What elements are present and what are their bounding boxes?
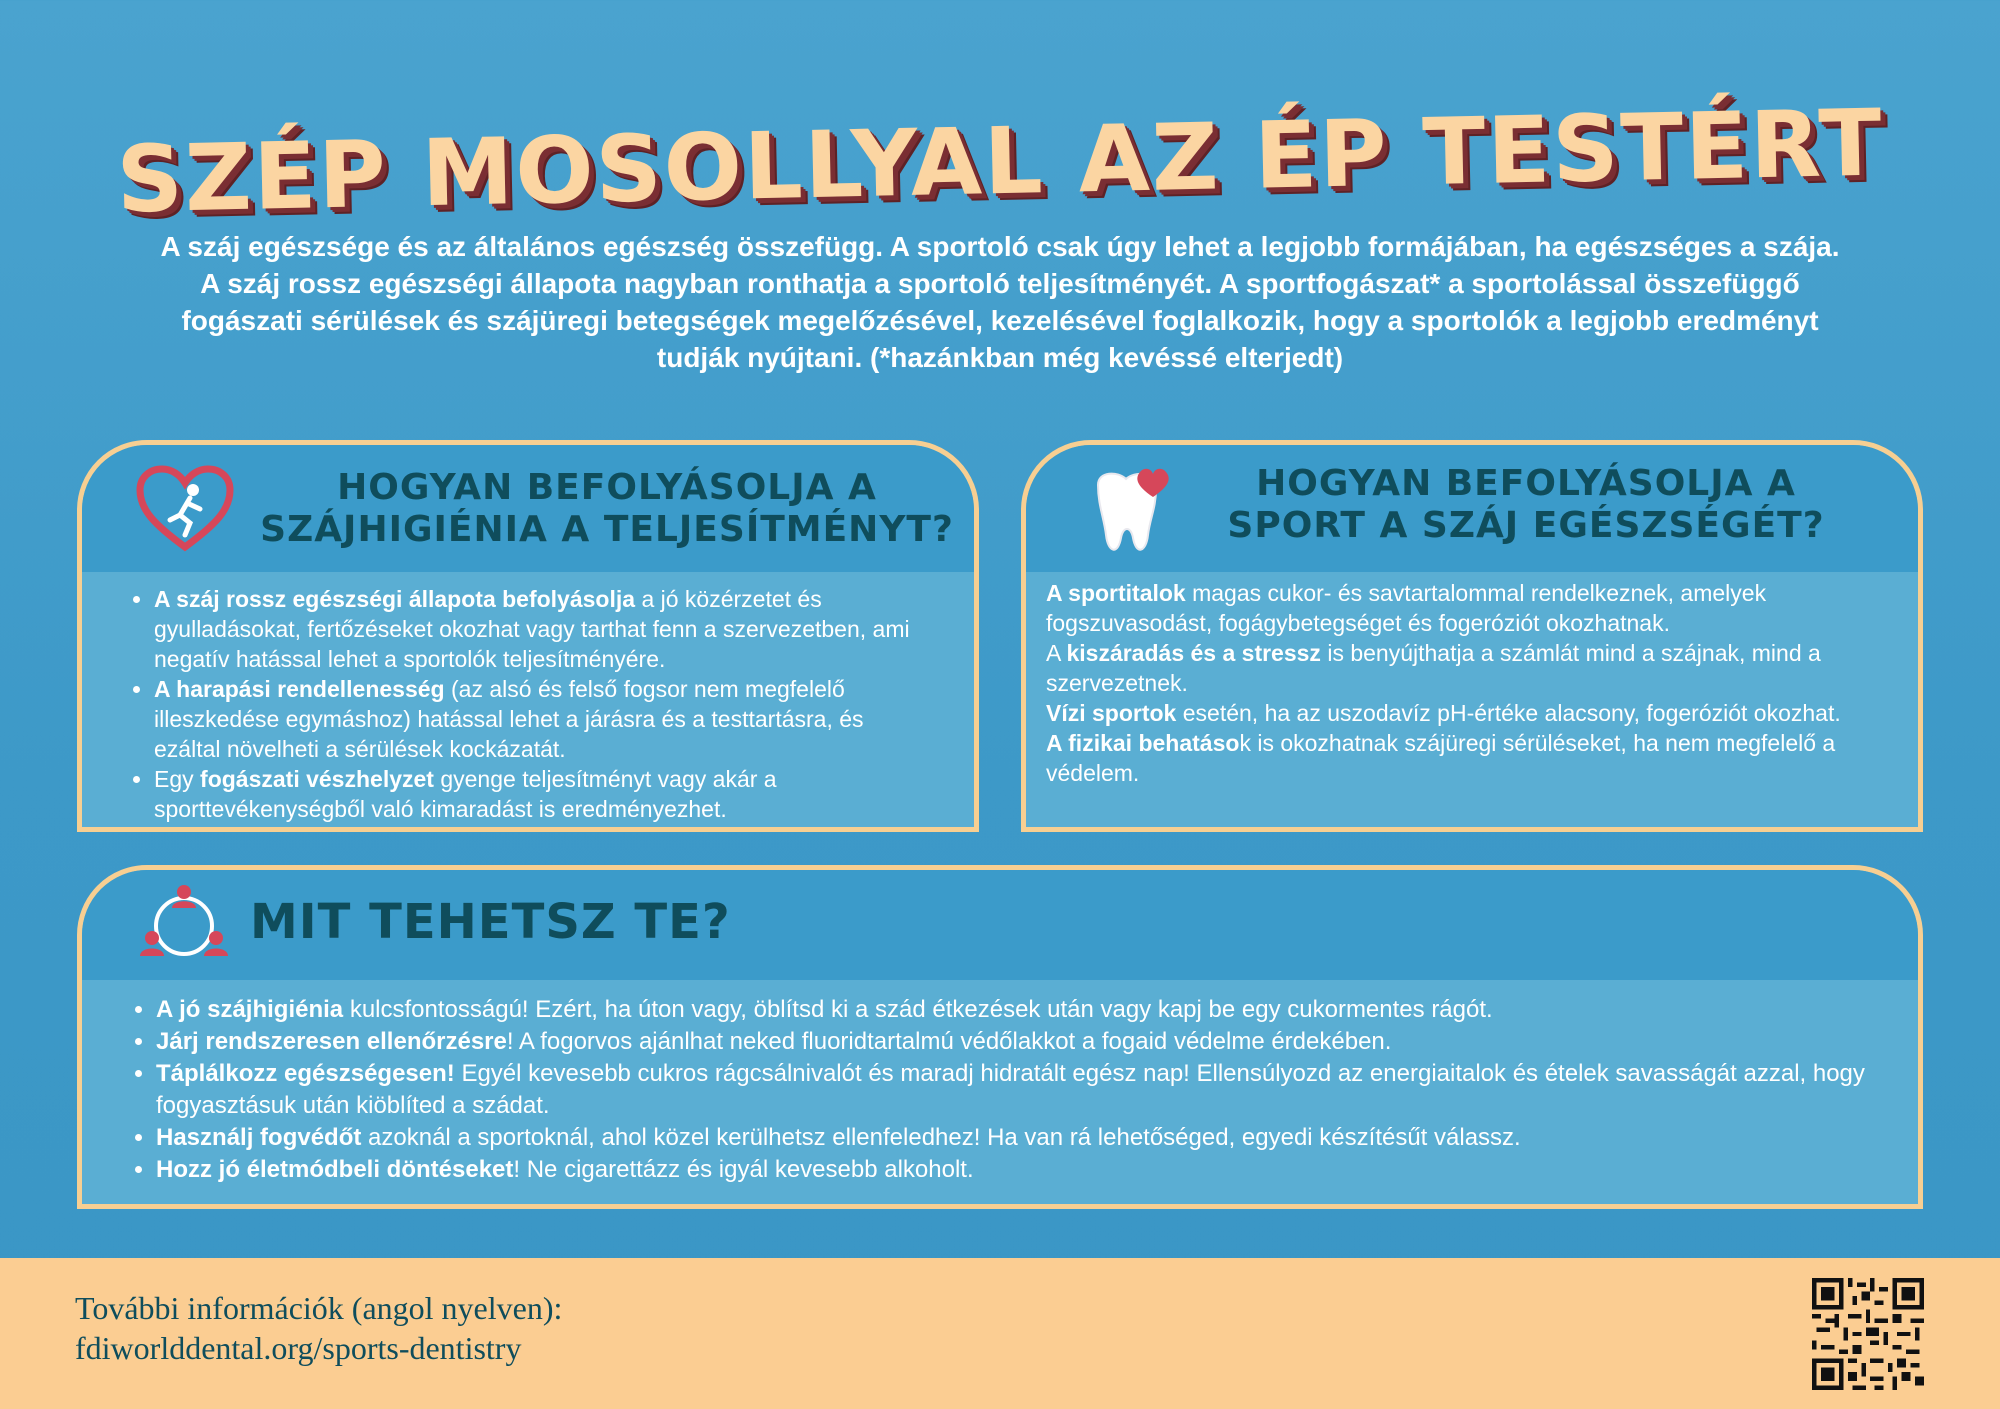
card-title: MIT TEHETSZ TE?: [250, 894, 731, 950]
item-text: azoknál a sportoknál, ahol közel kerülhetsz ellenfeledhez! Ha van rá lehetőséged, egyedi készítésűt válassz.: [361, 1124, 1521, 1151]
item-text: k is okozhatnak szájüregi sérüléseket, ha nem megfelelő a védelem.: [1046, 730, 1836, 786]
item-text: is benyújthatja a számlát mind a szájnak, mind a szervezetnek.: [1046, 640, 1821, 696]
item-prefix: Egy: [154, 766, 201, 792]
paragraph: [1046, 728, 1878, 788]
footer-label: További információk (angol nyelven):: [75, 1290, 563, 1326]
card-header: [82, 870, 1918, 980]
bold-text: kiszáradás és a stressz: [1066, 640, 1321, 666]
card-body: [82, 980, 1918, 1204]
list-item: [154, 584, 934, 674]
card-body: [82, 572, 974, 827]
bold-text: A sportitalok: [1046, 580, 1186, 606]
list-item: [156, 1026, 1904, 1058]
paragraph: [1046, 698, 1878, 728]
list-item: [156, 1122, 1904, 1154]
card-title-line2: SPORT A SZÁJ EGÉSZSÉGÉT?: [1227, 505, 1825, 546]
card-what-you-can-do: [77, 865, 1923, 1209]
list-item: [156, 994, 1904, 1026]
heart-runner-icon: [135, 465, 235, 555]
poster-title: SZÉP MOSOLLYAL AZ ÉP TESTÉRT: [115, 89, 1885, 234]
bold-text: Táplálkozz egészségesen!: [156, 1060, 455, 1087]
paragraph: [1046, 578, 1878, 638]
bold-text: Használj fogvédőt: [156, 1124, 362, 1151]
item-text: a jó közérzetet és gyulladásokat, fertőzéseket okozhat vagy tarthat fenn a szervezetben, ami negatív hatással lehet a sportolók teljesítményére.: [154, 586, 910, 672]
item-text: Egyél kevesebb cukros rágcsálnivalót és maradj hidratált egész nap! Ellensúlyozd az energiaitalok és ételek savasságát azzal, hogy fogyasztásuk után kiöblíted a szádat.: [156, 1060, 1865, 1119]
item-prefix: A: [1046, 640, 1067, 666]
list-item: [156, 1154, 1904, 1186]
item-text: esetén, ha az uszodavíz pH-értéke alacsony, fogeróziót okozhat.: [1176, 700, 1841, 726]
bold-text: A száj rossz egészségi állapota befolyásolja: [154, 586, 636, 612]
bold-text: Járj rendszeresen ellenőrzésre: [156, 1028, 507, 1055]
card-title: [242, 467, 972, 551]
bullet-list: [120, 584, 934, 824]
people-network-icon: [138, 880, 230, 972]
card-sport-oral-health: [1021, 440, 1923, 832]
list-item: [154, 764, 934, 824]
item-text: kulcsfontosságú! Ezért, ha úton vagy, öblítsd ki a szád étkezések után vagy kapj be egy cukormentes rágót.: [343, 996, 1493, 1023]
item-text: magas cukor- és savtartalommal rendelkeznek, amelyek fogszuvasodást, fogágybetegséget és fogeróziót okozhatnak.: [1046, 580, 1767, 636]
qr-code-icon[interactable]: [1812, 1278, 1924, 1390]
list-item: [154, 674, 934, 764]
bold-text: Hozz jó életmódbeli döntéseket: [156, 1156, 514, 1183]
card-body: [1026, 572, 1918, 827]
paragraph: [1046, 638, 1878, 698]
footer-info: [75, 1288, 562, 1368]
bold-text: A jó szájhigiénia: [156, 996, 344, 1023]
card-title-line2: SZÁJHIGIÉNIA A TELJESÍTMÉNYT?: [260, 509, 954, 550]
footer-link[interactable]: fdiworlddental.org/sports-dentistry: [75, 1330, 522, 1366]
item-text: ! A fogorvos ajánlhat neked fluoridtartalmú védőlakkot a fogaid védelme érdekében.: [506, 1028, 1392, 1055]
tooth-heart-icon: [1078, 463, 1178, 563]
bold-text: A harapási rendellenesség: [154, 676, 445, 702]
card-header: [82, 445, 974, 572]
footer: [0, 1258, 2000, 1409]
card-oral-hygiene-performance: [77, 440, 979, 832]
item-text: gyenge teljesítményt vagy akár a sporttevékenységből való kimaradást is eredményezhet.: [154, 766, 777, 822]
bold-text: fogászati vészhelyzet: [200, 766, 434, 792]
bullet-list: [122, 994, 1904, 1186]
card-title-line1: HOGYAN BEFOLYÁSOLJA A: [337, 467, 877, 508]
bold-text: Vízi sportok: [1046, 700, 1177, 726]
item-text: ! Ne cigarettázz és igyál kevesebb alkoholt.: [513, 1156, 974, 1183]
bold-text: A fizikai behatáso: [1046, 730, 1240, 756]
intro-paragraph: A száj egészsége és az általános egészség összefügg. A sportoló csak úgy lehet a legjobb formájában, ha egészséges a szája. A száj rossz egészségi állapota nagyban ronthatja a sportoló teljesítményét. A sportfogászat* a sportolással összefüggő fogászati sérülések és szájüregi betegségek megelőzésével, kezelésével foglalkozik, hogy a sportolók a legjobb eredményt tudják nyújtani. (*hazánkban még kevéssé elterjedt): [160, 231, 1840, 373]
item-text: (az alsó és felső fogsor nem megfelelő illeszkedése egymáshoz) hatással lehet a járásra és a testtartásra, és ezáltal növelheti a sérülések kockázatát.: [154, 676, 864, 762]
card-header: [1026, 445, 1918, 572]
list-item: [156, 1058, 1904, 1122]
card-title: [1186, 463, 1866, 547]
card-title-line1: HOGYAN BEFOLYÁSOLJA A: [1256, 463, 1796, 504]
